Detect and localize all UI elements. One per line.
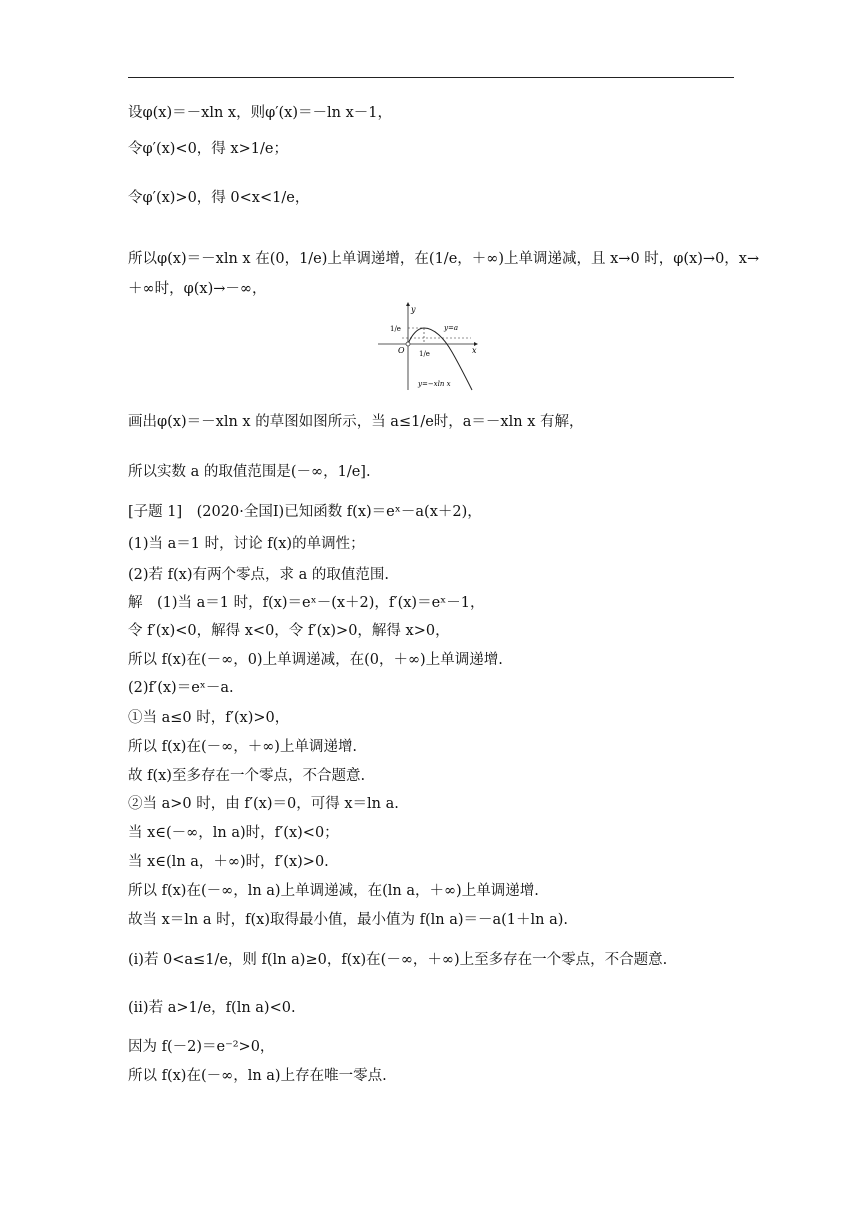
text-line [128, 249, 759, 269]
text-line [128, 1037, 274, 1057]
text-line-content: 所以 f(x)在(－∞，ln a)上存在唯一零点. [128, 1068, 387, 1084]
text-line [128, 462, 371, 482]
text-line-content: 所以φ(x)＝－xln x 在(0，1/e)上单调递增，在(1/e，＋∞)上单调递减，且 x→0 时，φ(x)→0，x→ [128, 251, 760, 267]
text-line [128, 412, 583, 432]
text-line [128, 998, 296, 1018]
text-line-content: 所以 f(x)在(－∞，＋∞)上单调递增. [128, 739, 358, 755]
text-line-content: 画出φ(x)＝－xln x 的草图如图所示，当 a≤1/e时，a＝－xln x 有解， [128, 414, 584, 430]
text-line [128, 502, 482, 522]
text-line [128, 823, 339, 843]
text-line-content: ②当 a>0 时，由 f′(x)＝0，可得 x＝ln a. [128, 796, 399, 812]
text-line-content: 故 f(x)至多存在一个零点，不合题意. [128, 768, 366, 784]
text-line [128, 708, 289, 728]
text-line [128, 593, 485, 613]
line-label: y=a [444, 324, 458, 332]
text-line [128, 103, 392, 123]
function-graph [376, 300, 486, 395]
y-axis-arrow [406, 302, 410, 306]
text-line [128, 950, 667, 970]
origin-hole [406, 342, 410, 346]
text-line-content: 所以实数 a 的取值范围是(－∞，1/e]. [128, 464, 371, 480]
text-line-content: 因为 f(－2)＝e⁻²>0， [128, 1039, 275, 1055]
text-line [128, 881, 539, 901]
x-axis-label: x [472, 346, 477, 355]
text-line-content: 解 (1)当 a＝1 时，f(x)＝eˣ－(x＋2)，f′(x)＝eˣ－1， [128, 595, 485, 611]
text-line [128, 766, 365, 786]
text-line-content: (ⅰ)若 0<a≤1/e，则 f(ln a)≥0，f(x)在(－∞，＋∞)上至多存在一个零点，不合题意. [128, 952, 668, 968]
text-line [128, 794, 399, 814]
text-line-content: (2)若 f(x)有两个零点，求 a 的取值范围. [128, 567, 389, 583]
text-line-content: 令φ′(x)<0，得 x>1/e； [128, 141, 288, 157]
text-line [128, 737, 357, 757]
text-line [128, 621, 450, 641]
text-line [128, 188, 309, 208]
text-line [128, 279, 266, 299]
text-line-content: 所以 f(x)在(－∞，0)上单调递减，在(0，＋∞)上单调递增. [128, 652, 503, 668]
text-line-content: 设φ(x)＝－xln x，则φ′(x)＝－ln x－1， [128, 105, 393, 121]
text-line-content: (1)当 a＝1 时，讨论 f(x)的单调性； [128, 536, 365, 552]
text-line-content: 故当 x＝ln a 时，f(x)取得最小值，最小值为 f(ln a)＝－a(1＋ln a). [128, 912, 569, 928]
text-line-content: 所以 f(x)在(－∞，ln a)上单调递减，在(ln a，＋∞)上单调递增. [128, 883, 539, 899]
text-line [128, 139, 288, 159]
text-line [128, 534, 365, 554]
text-line [128, 910, 568, 930]
text-line [128, 678, 234, 698]
text-line-content: (2)f′(x)＝eˣ－a. [128, 680, 234, 696]
text-line-content: ①当 a≤0 时，f′(x)>0， [128, 710, 290, 726]
x-tick-label: 1/e [419, 350, 430, 358]
text-line-content: 令φ′(x)>0，得 0<x<1/e， [128, 190, 310, 206]
text-line [128, 852, 329, 872]
text-line-content: ＋∞时，φ(x)→－∞， [128, 281, 267, 297]
curve-label: y=−xln x [418, 380, 451, 388]
text-line-content: [子题 1] (2020·全国Ⅰ)已知函数 f(x)＝eˣ－a(x＋2)， [128, 504, 482, 520]
origin-label: O [398, 346, 405, 355]
text-line [128, 565, 389, 585]
text-line-content: 令 f′(x)<0，解得 x<0，令 f′(x)>0，解得 x>0， [128, 623, 450, 639]
text-line [128, 650, 503, 670]
header-rule [128, 77, 734, 78]
text-line-content: 当 x∈(ln a，＋∞)时，f′(x)>0. [128, 854, 329, 870]
y-tick-label: 1/e [390, 325, 401, 333]
text-line-content: (ⅱ)若 a>1/e，f(ln a)<0. [128, 1000, 296, 1016]
text-line-content: 当 x∈(－∞，ln a)时，f′(x)<0； [128, 825, 339, 841]
text-line [128, 1066, 387, 1086]
y-axis-label: y [411, 305, 416, 314]
